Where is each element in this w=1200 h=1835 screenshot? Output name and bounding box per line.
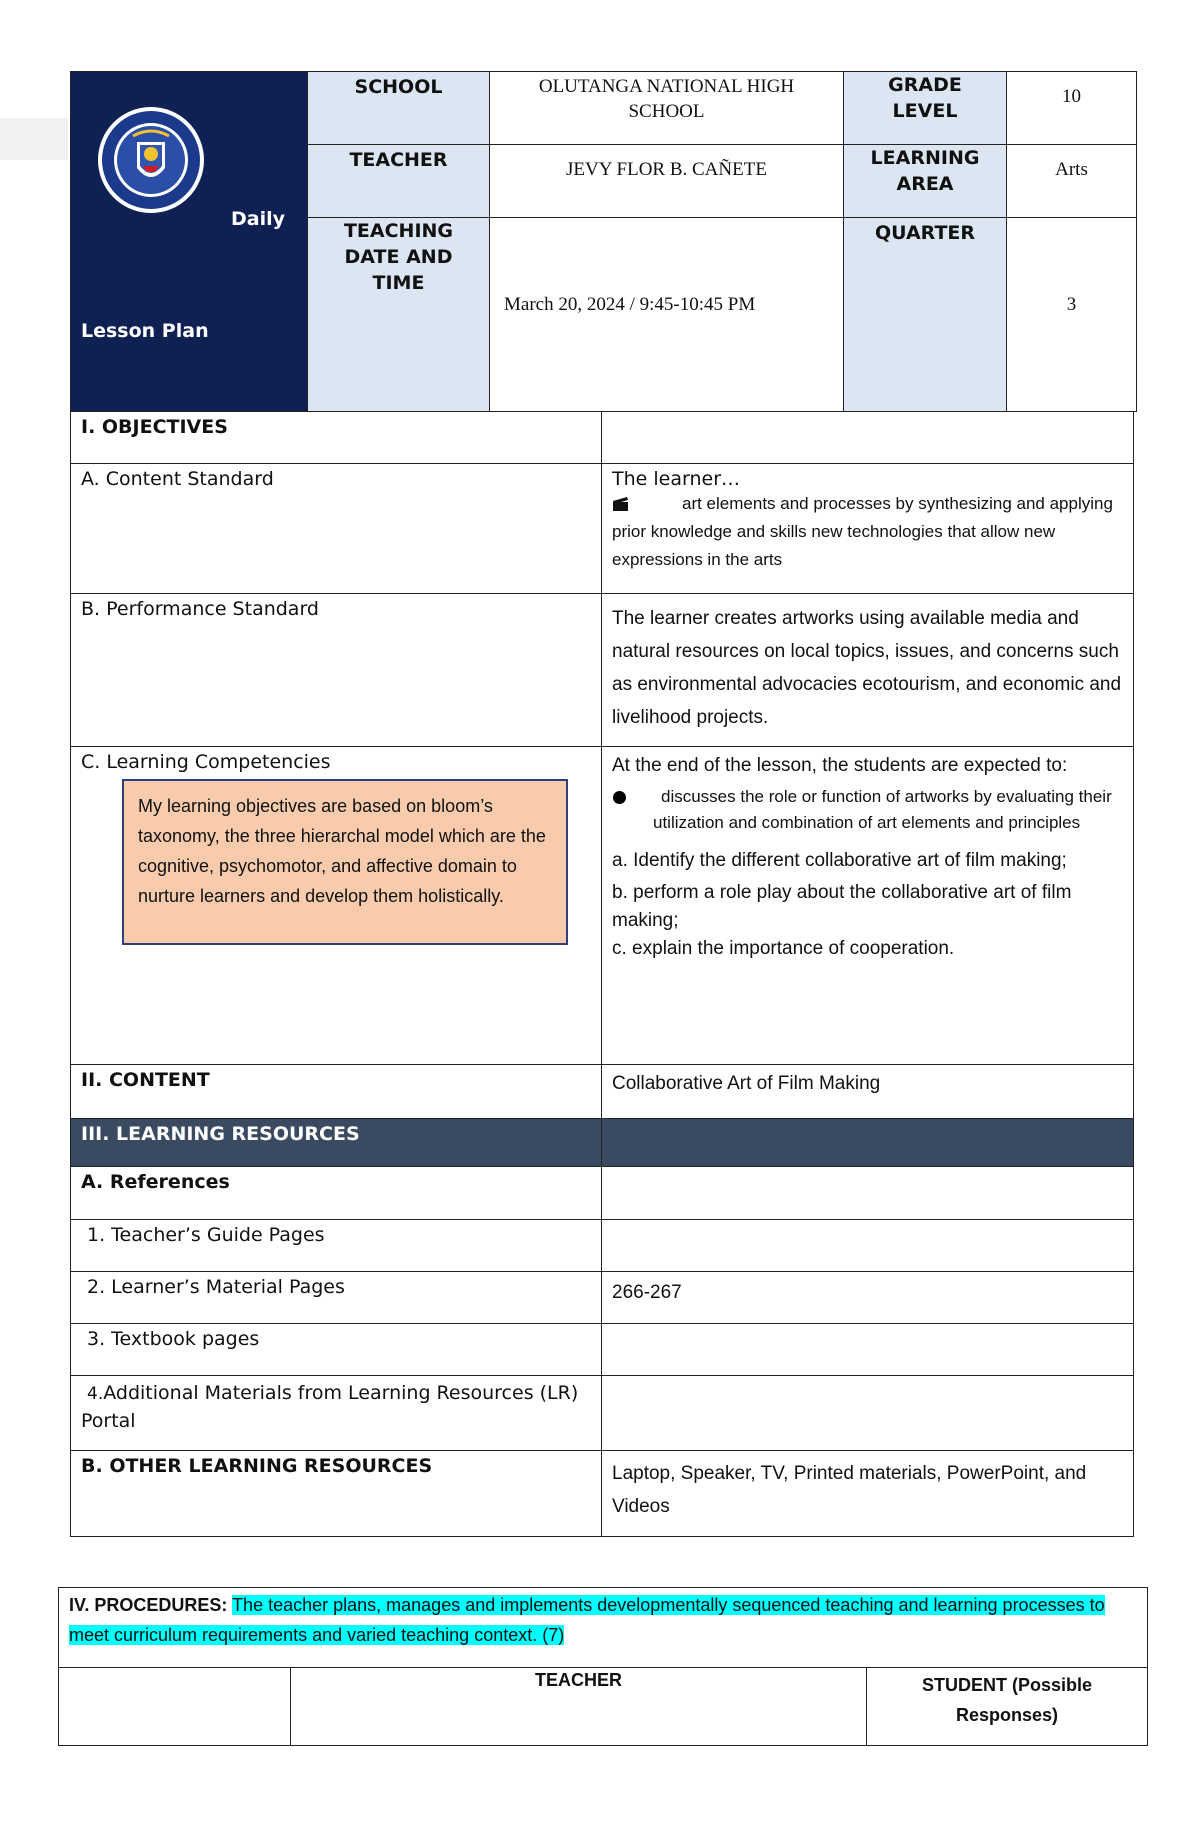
area-label: LEARNING AREA xyxy=(844,145,1007,218)
procedures-highlight: The teacher plans, manages and implements developmentally sequenced teaching and learning processes to meet curriculum requirements and varied teaching context. (7) xyxy=(69,1595,1105,1645)
other-resources-label: B. OTHER LEARNING RESOURCES xyxy=(71,1451,602,1537)
lm-value: 266-267 xyxy=(602,1272,1134,1324)
content-standard-text: art elements and processes by synthesizing and applying prior knowledge and skills new technologies that allow new expressions in the arts xyxy=(612,494,1113,569)
resources-heading-value xyxy=(602,1119,1134,1167)
col-student: STUDENT (Possible Responses) xyxy=(867,1668,1148,1746)
additional-value xyxy=(602,1376,1134,1451)
content-value: Collaborative Art of Film Making xyxy=(602,1065,1134,1119)
lm-label: 2. Learner’s Material Pages xyxy=(71,1272,602,1324)
competencies-value xyxy=(602,747,1134,1065)
performance-standard-label: B. Performance Standard xyxy=(71,594,602,747)
content-standard-intro: The learner… xyxy=(612,468,741,490)
title-panel xyxy=(71,72,308,412)
col-teacher: TEACHER xyxy=(291,1668,867,1746)
grade-label: GRADE LEVEL xyxy=(844,72,1007,145)
grade-value: 10 xyxy=(1007,72,1137,145)
additional-label-num: 4. xyxy=(87,1384,104,1404)
other-resources-value: Laptop, Speaker, TV, Printed materials, PowerPoint, and Videos xyxy=(602,1451,1134,1537)
performance-standard-text: The learner creates artworks using available media and natural resources on local topics, issues, and concerns such as environmental advocacies ecotourism, and economic and livelihood projects. xyxy=(602,594,1134,747)
references-label: A. References xyxy=(71,1167,602,1220)
objective-a: a. Identify the different collaborative art of film making; xyxy=(612,850,1067,871)
competencies-cell xyxy=(71,747,602,1065)
competencies-label: C. Learning Competencies xyxy=(81,751,331,773)
header-table xyxy=(70,71,1137,412)
resources-heading: III. LEARNING RESOURCES xyxy=(71,1119,602,1167)
procedures-intro xyxy=(59,1588,1148,1668)
quarter-value: 3 xyxy=(1007,218,1137,412)
quarter-label: QUARTER xyxy=(844,218,1007,412)
objectives-heading: I. OBJECTIVES xyxy=(71,412,602,464)
teacher-label: TEACHER xyxy=(308,145,490,218)
textbook-value xyxy=(602,1324,1134,1376)
tg-label: 1. Teacher’s Guide Pages xyxy=(71,1220,602,1272)
objective-c: c. explain the importance of cooperation. xyxy=(612,938,955,959)
procedures-table xyxy=(58,1587,1148,1746)
additional-label-cell xyxy=(71,1376,602,1451)
title-daily: Daily xyxy=(231,208,286,230)
teacher-value: JEVY FLOR B. CAÑETE xyxy=(490,145,844,218)
content-standard-label: A. Content Standard xyxy=(71,464,602,594)
note-box: My learning objectives are based on bloom’s taxonomy, the three hierarchal model which are the cognitive, psychomotor, and affective domain to nurture learners and develop them holistically. xyxy=(122,779,568,945)
school-value: OLUTANGA NATIONAL HIGH SCHOOL xyxy=(490,72,844,145)
procedures-heading: IV. PROCEDURES: xyxy=(69,1595,228,1615)
competency-bullet: discusses the role or function of artworks by evaluating their utilization and combination of art elements and principles xyxy=(653,787,1112,832)
page-artifact xyxy=(0,118,68,160)
clapper-icon xyxy=(612,495,630,517)
tg-value xyxy=(602,1220,1134,1272)
deped-seal-icon xyxy=(97,106,205,214)
area-value: Arts xyxy=(1007,145,1137,218)
date-label: TEACHING DATE AND TIME xyxy=(308,218,490,412)
date-value: March 20, 2024 / 9:45-10:45 PM xyxy=(490,218,844,412)
bullet-icon xyxy=(613,791,626,804)
title-lesson-plan: Lesson Plan xyxy=(81,320,209,342)
content-heading: II. CONTENT xyxy=(71,1065,602,1119)
school-label: SCHOOL xyxy=(308,72,490,145)
textbook-label: 3. Textbook pages xyxy=(71,1324,602,1376)
objective-b: b. perform a role play about the collaborative art of film making; xyxy=(612,882,1072,931)
lesson-table xyxy=(70,411,1134,1537)
additional-label: Additional Materials from Learning Resources (LR) Portal xyxy=(81,1382,579,1432)
procedures-blank-col xyxy=(59,1668,291,1746)
content-standard-cell xyxy=(602,464,1134,594)
references-value xyxy=(602,1167,1134,1220)
competencies-intro: At the end of the lesson, the students are expected to: xyxy=(612,755,1068,776)
objectives-heading-value xyxy=(602,412,1134,464)
